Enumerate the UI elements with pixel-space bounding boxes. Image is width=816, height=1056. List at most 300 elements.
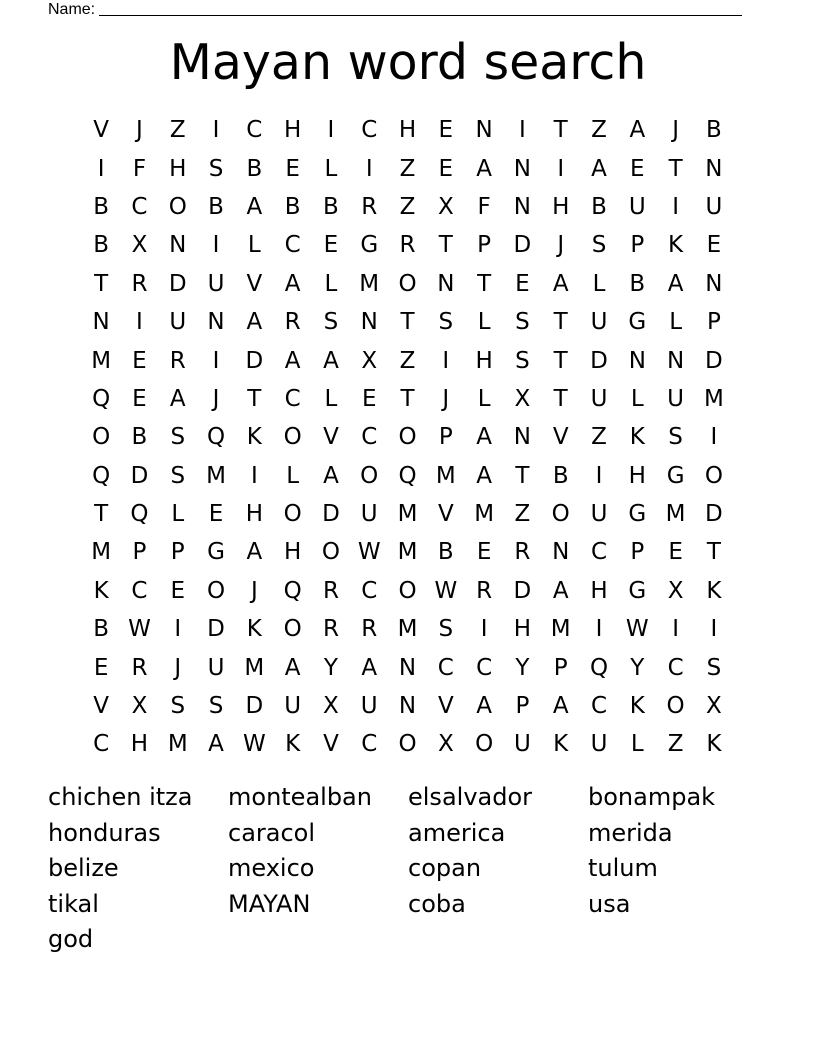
grid-letter: G: [628, 577, 647, 604]
grid-letter: K: [629, 693, 645, 720]
grid-letter: H: [398, 117, 417, 144]
grid-letter: A: [208, 731, 224, 758]
grid-letter: M: [244, 654, 265, 681]
word-list-item: chichen itza: [48, 783, 193, 811]
grid-letter: B: [323, 193, 339, 220]
grid-letter: J: [442, 385, 450, 412]
grid-letter: A: [476, 462, 492, 489]
grid-letter: V: [93, 117, 110, 144]
grid-letter: X: [437, 731, 454, 758]
grid-letter: I: [595, 616, 603, 643]
grid-letter: M: [397, 616, 418, 643]
grid-letter: M: [665, 501, 686, 528]
grid-letter: I: [212, 232, 220, 259]
grid-letter: D: [130, 462, 149, 489]
grid-row: [82, 188, 733, 226]
grid-letter: T: [668, 155, 683, 182]
grid-row: [82, 303, 733, 341]
grid-letter: J: [672, 117, 679, 144]
name-blank-line: [99, 1, 742, 16]
grid-letter: K: [629, 424, 645, 451]
grid-letter: A: [591, 155, 607, 182]
grid-letter: S: [438, 309, 454, 336]
grid-letter: C: [284, 385, 301, 412]
grid-letter: N: [398, 693, 417, 720]
grid-letter: J: [174, 654, 182, 681]
grid-letter: U: [169, 309, 187, 336]
grid-letter: Q: [589, 654, 609, 681]
grid-letter: V: [93, 693, 110, 720]
grid-letter: U: [513, 731, 531, 758]
grid-letter: T: [553, 117, 568, 144]
grid-letter: I: [710, 616, 718, 643]
grid-letter: N: [552, 539, 570, 566]
word-list-item: belize: [48, 854, 119, 882]
grid-letter: B: [93, 193, 110, 220]
grid-letter: W: [434, 577, 458, 604]
grid-letter: X: [706, 693, 722, 720]
grid-letter: P: [477, 232, 492, 259]
grid-letter: O: [398, 270, 417, 297]
grid-letter: G: [360, 232, 379, 259]
word-list-item: tulum: [588, 854, 658, 882]
word-list-item: tikal: [48, 889, 99, 918]
grid-letter: I: [672, 616, 679, 643]
grid-letter: L: [477, 385, 491, 412]
grid-letter: A: [246, 309, 263, 336]
grid-letter: S: [323, 309, 339, 336]
grid-letter: W: [625, 616, 649, 643]
grid-row: [82, 495, 733, 533]
grid-letter: S: [438, 616, 454, 643]
grid-row: [82, 648, 733, 686]
grid-letter: D: [245, 347, 264, 374]
grid-letter: K: [706, 731, 722, 758]
grid-letter: N: [360, 309, 378, 336]
grid-letter: R: [361, 193, 378, 220]
grid-letter: Q: [206, 424, 226, 451]
grid-letter: P: [706, 309, 721, 336]
grid-letter: H: [628, 462, 646, 489]
grid-letter: Q: [398, 462, 417, 489]
grid-letter: A: [361, 654, 378, 681]
grid-row: [82, 111, 733, 149]
grid-letter: Q: [92, 385, 111, 412]
grid-letter: E: [132, 347, 147, 374]
grid-letter: L: [324, 270, 338, 297]
grid-letter: Z: [667, 731, 684, 758]
word-list-item: montealban: [228, 783, 372, 811]
word-list-item: copan: [408, 854, 482, 882]
grid-letter: U: [360, 501, 378, 528]
grid-letter: L: [630, 731, 644, 758]
grid-letter: U: [360, 693, 378, 720]
word-list-item: merida: [588, 818, 673, 847]
grid-letter: R: [169, 347, 186, 374]
grid-letter: C: [361, 424, 378, 451]
grid-letter: I: [480, 616, 488, 643]
grid-letter: H: [513, 616, 532, 643]
grid-letter: K: [706, 577, 722, 604]
grid-letter: A: [284, 347, 301, 374]
grid-row: [82, 380, 733, 418]
grid-letter: K: [93, 577, 109, 604]
grid-letter: B: [246, 155, 263, 182]
grid-letter: E: [170, 577, 186, 604]
grid-letter: S: [208, 693, 224, 720]
grid-letter: A: [476, 693, 492, 720]
grid-letter: O: [92, 424, 111, 451]
grid-letter: W: [242, 731, 266, 758]
grid-letter: U: [667, 385, 685, 412]
grid-letter: D: [590, 347, 608, 374]
grid-letter: K: [285, 731, 301, 758]
grid-letter: D: [322, 501, 340, 528]
grid-letter: E: [285, 155, 300, 182]
grid-letter: N: [169, 232, 187, 259]
grid-letter: D: [245, 693, 264, 720]
grid-letter: B: [552, 462, 569, 489]
grid-letter: A: [246, 193, 263, 220]
grid-letter: V: [437, 693, 454, 720]
word-list: [48, 780, 768, 958]
grid-letter: D: [513, 577, 532, 604]
grid-letter: K: [246, 616, 262, 643]
grid-letter: X: [514, 385, 531, 412]
grid-letter: M: [435, 462, 456, 489]
grid-letter: I: [97, 155, 105, 182]
grid-letter: K: [246, 424, 262, 451]
grid-letter: C: [437, 654, 454, 681]
grid-letter: F: [132, 155, 147, 182]
grid-letter: S: [668, 424, 683, 451]
grid-letter: H: [590, 577, 608, 604]
grid-row: [82, 149, 733, 187]
grid-letter: G: [666, 462, 685, 489]
grid-letter: T: [94, 270, 109, 297]
grid-letter: J: [212, 385, 220, 412]
grid-letter: H: [245, 501, 263, 528]
grid-letter: I: [672, 193, 679, 220]
grid-letter: U: [590, 501, 608, 528]
grid-letter: H: [169, 155, 187, 182]
grid-letter: P: [553, 654, 568, 681]
grid-letter: O: [704, 462, 723, 489]
grid-letter: Y: [630, 654, 645, 681]
grid-letter: N: [705, 155, 723, 182]
word-list-item: bonampak: [588, 783, 716, 811]
grid-letter: I: [174, 616, 182, 643]
grid-letter: S: [170, 693, 186, 720]
grid-letter: R: [399, 232, 416, 259]
grid-letter: M: [91, 539, 112, 566]
grid-letter: C: [667, 654, 684, 681]
grid-letter: E: [438, 117, 454, 144]
page-title: Mayan word search: [169, 34, 647, 91]
grid-letter: C: [476, 654, 493, 681]
grid-letter: B: [93, 616, 110, 643]
word-list-item: america: [408, 818, 506, 847]
grid-letter: V: [437, 501, 454, 528]
word-list-item: elsalvador: [408, 783, 533, 811]
grid-letter: N: [475, 117, 493, 144]
grid-letter: L: [286, 462, 300, 489]
grid-letter: T: [515, 462, 530, 489]
grid-letter: X: [361, 347, 378, 374]
grid-letter: A: [552, 270, 569, 297]
grid-row: [82, 610, 733, 648]
grid-letter: N: [398, 654, 417, 681]
grid-letter: P: [438, 424, 453, 451]
grid-letter: A: [476, 155, 492, 182]
grid-letter: Z: [399, 193, 416, 220]
grid-letter: J: [557, 232, 565, 259]
grid-letter: M: [397, 501, 418, 528]
grid-letter: K: [668, 232, 684, 259]
grid-letter: Z: [514, 501, 531, 528]
grid-letter: T: [477, 270, 492, 297]
grid-letter: R: [322, 577, 339, 604]
grid-letter: A: [323, 462, 339, 489]
grid-letter: I: [442, 347, 450, 374]
grid-letter: T: [94, 501, 109, 528]
grid-letter: N: [437, 270, 455, 297]
grid-letter: O: [398, 424, 417, 451]
grid-letter: M: [167, 731, 188, 758]
grid-letter: U: [590, 309, 608, 336]
grid-letter: J: [136, 117, 143, 144]
grid-letter: A: [667, 270, 684, 297]
grid-letter: N: [513, 424, 532, 451]
grid-letter: P: [170, 539, 185, 566]
grid-letter: N: [207, 309, 225, 336]
grid-letter: T: [438, 232, 453, 259]
grid-letter: N: [666, 347, 685, 374]
grid-letter: O: [283, 424, 302, 451]
word-list-item: coba: [408, 889, 466, 918]
grid-row: [82, 341, 733, 379]
grid-letter: Z: [169, 117, 186, 144]
grid-letter: S: [706, 654, 722, 681]
grid-letter: C: [361, 577, 378, 604]
grid-letter: C: [361, 731, 378, 758]
grid-row: [82, 725, 733, 763]
grid-letter: V: [323, 731, 339, 758]
grid-letter: O: [398, 731, 417, 758]
grid-letter: A: [284, 270, 301, 297]
grid-letter: A: [246, 539, 263, 566]
grid-letter: R: [284, 309, 301, 336]
grid-letter: M: [359, 270, 380, 297]
grid-letter: G: [207, 539, 225, 566]
grid-letter: Q: [92, 462, 111, 489]
grid-letter: U: [590, 731, 608, 758]
grid-letter: C: [131, 193, 148, 220]
grid-row: [82, 533, 733, 571]
grid-letter: F: [477, 193, 491, 220]
grid-letter: H: [130, 731, 149, 758]
grid-letter: H: [475, 347, 493, 374]
grid-letter: E: [668, 539, 683, 566]
grid-letter: N: [92, 309, 110, 336]
grid-letter: D: [705, 501, 723, 528]
grid-letter: A: [284, 654, 301, 681]
grid-letter: B: [284, 193, 301, 220]
grid-letter: E: [706, 232, 722, 259]
grid-letter: B: [591, 193, 607, 220]
grid-letter: E: [132, 385, 147, 412]
letter-grid: [82, 111, 733, 764]
word-list-item: god: [48, 925, 94, 953]
grid-letter: E: [476, 539, 492, 566]
grid-row: [82, 687, 733, 725]
grid-letter: A: [476, 424, 492, 451]
word-list-item: MAYAN: [228, 889, 311, 918]
grid-letter: T: [247, 385, 262, 412]
grid-letter: S: [591, 232, 607, 259]
grid-letter: O: [283, 616, 302, 643]
grid-letter: Z: [591, 424, 607, 451]
grid-letter: I: [212, 117, 220, 144]
name-field: [48, 0, 742, 18]
grid-letter: L: [324, 155, 338, 182]
grid-letter: A: [629, 117, 646, 144]
grid-letter: Z: [591, 117, 607, 144]
grid-letter: S: [208, 155, 224, 182]
grid-letter: V: [323, 424, 339, 451]
grid-letter: O: [398, 577, 417, 604]
grid-letter: T: [553, 385, 568, 412]
grid-letter: G: [628, 309, 647, 336]
grid-letter: Q: [130, 501, 149, 528]
grid-letter: L: [324, 385, 338, 412]
grid-letter: I: [327, 117, 335, 144]
grid-letter: U: [705, 193, 723, 220]
grid-letter: R: [476, 577, 493, 604]
grid-letter: T: [553, 309, 568, 336]
grid-letter: R: [361, 616, 378, 643]
grid-letter: B: [93, 232, 110, 259]
word-list-item: mexico: [228, 854, 315, 882]
grid-letter: O: [168, 193, 187, 220]
grid-letter: T: [706, 539, 721, 566]
grid-letter: A: [552, 577, 569, 604]
grid-letter: S: [170, 424, 186, 451]
grid-letter: C: [590, 693, 608, 720]
grid-letter: H: [283, 539, 302, 566]
grid-letter: V: [246, 270, 263, 297]
grid-letter: O: [551, 501, 570, 528]
grid-letter: L: [630, 385, 644, 412]
grid-letter: T: [553, 347, 568, 374]
grid-letter: U: [207, 270, 225, 297]
grid-letter: O: [475, 731, 494, 758]
grid-letter: C: [131, 577, 148, 604]
grid-letter: L: [669, 309, 683, 336]
grid-letter: L: [477, 309, 491, 336]
grid-letter: H: [552, 193, 570, 220]
grid-letter: T: [400, 385, 415, 412]
grid-letter: Q: [283, 577, 302, 604]
grid-letter: I: [365, 155, 373, 182]
grid-letter: X: [131, 232, 148, 259]
grid-letter: X: [667, 577, 684, 604]
grid-letter: M: [550, 616, 571, 643]
word-list-item: usa: [588, 889, 631, 918]
grid-letter: C: [590, 539, 608, 566]
grid-letter: Y: [515, 654, 530, 681]
grid-row: [82, 265, 733, 303]
grid-row: [82, 457, 733, 495]
grid-letter: N: [705, 270, 723, 297]
grid-letter: O: [206, 577, 226, 604]
grid-letter: I: [136, 309, 143, 336]
grid-letter: X: [323, 693, 339, 720]
grid-letter: Z: [399, 155, 416, 182]
grid-letter: N: [628, 347, 646, 374]
grid-letter: C: [93, 731, 110, 758]
grid-letter: G: [628, 501, 647, 528]
grid-letter: D: [168, 270, 187, 297]
grid-letter: B: [208, 193, 224, 220]
grid-letter: O: [666, 693, 685, 720]
grid-letter: P: [515, 693, 530, 720]
grid-letter: Y: [323, 654, 338, 681]
grid-letter: E: [630, 155, 645, 182]
grid-letter: O: [283, 501, 302, 528]
grid-letter: I: [519, 117, 526, 144]
grid-letter: D: [513, 232, 532, 259]
grid-letter: N: [513, 155, 532, 182]
grid-letter: M: [91, 347, 112, 374]
grid-letter: B: [437, 539, 454, 566]
grid-letter: K: [553, 731, 569, 758]
grid-row: [82, 226, 733, 264]
grid-letter: M: [703, 385, 724, 412]
grid-letter: U: [284, 693, 302, 720]
grid-letter: L: [592, 270, 606, 297]
grid-letter: I: [595, 462, 603, 489]
grid-letter: U: [207, 654, 225, 681]
grid-letter: I: [250, 462, 258, 489]
grid-letter: I: [710, 424, 718, 451]
grid-letter: A: [552, 693, 569, 720]
grid-letter: U: [628, 193, 646, 220]
grid-letter: J: [250, 577, 258, 604]
grid-letter: P: [630, 232, 645, 259]
grid-letter: D: [705, 347, 723, 374]
grid-letter: W: [357, 539, 381, 566]
grid-letter: A: [169, 385, 186, 412]
grid-letter: X: [437, 193, 454, 220]
grid-letter: R: [131, 654, 148, 681]
grid-letter: T: [400, 309, 415, 336]
grid-letter: B: [131, 424, 148, 451]
grid-letter: C: [361, 117, 378, 144]
grid-letter: E: [361, 385, 377, 412]
grid-letter: S: [515, 347, 530, 374]
grid-letter: R: [131, 270, 148, 297]
grid-letter: S: [515, 309, 530, 336]
grid-letter: O: [360, 462, 379, 489]
grid-letter: S: [170, 462, 186, 489]
grid-letter: W: [128, 616, 151, 643]
name-label: Name:: [48, 1, 96, 18]
word-list-item: caracol: [228, 818, 316, 847]
grid-letter: H: [283, 117, 302, 144]
grid-letter: M: [397, 539, 418, 566]
grid-letter: C: [284, 232, 301, 259]
